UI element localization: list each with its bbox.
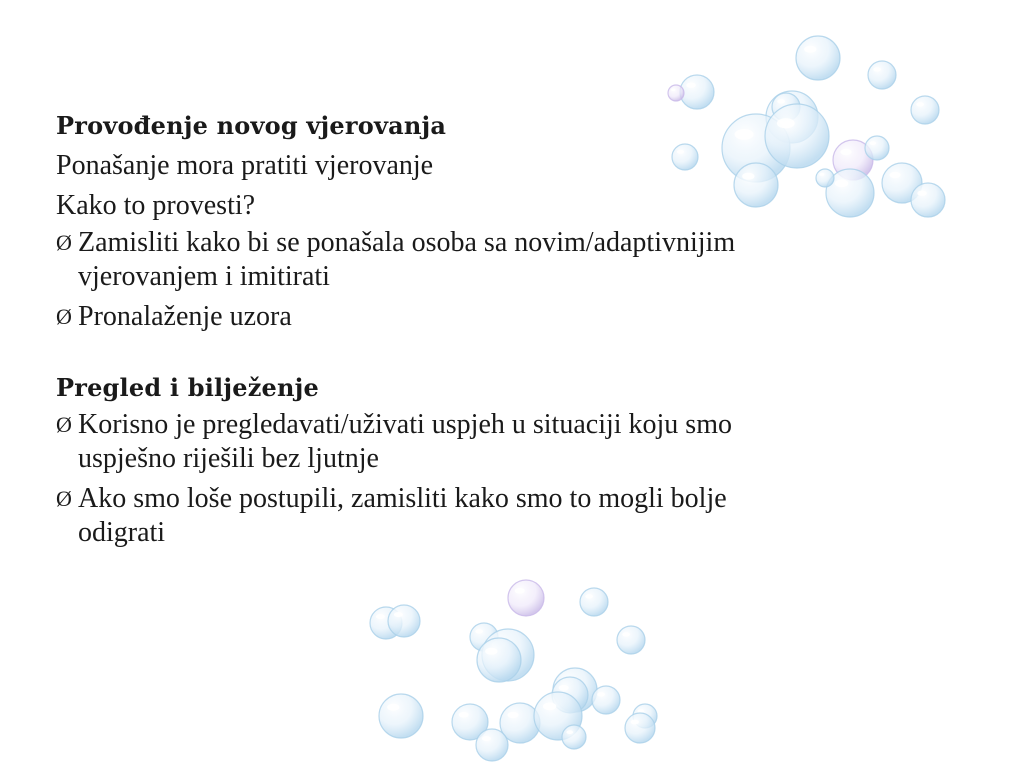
bullet-text: Pronalaženje uzora xyxy=(78,301,292,332)
bubble-highlight xyxy=(459,712,469,718)
section-provodenje xyxy=(56,106,956,334)
bullet-text-continued: odigrati xyxy=(78,517,166,548)
bubble-cluster-bottom xyxy=(370,580,657,761)
bubble-icon xyxy=(370,607,402,639)
bubble-icon xyxy=(592,686,620,714)
section-title: Pregled i bilježenje xyxy=(56,373,320,402)
arrow-bullet-icon: Ø xyxy=(56,412,72,437)
bubble-highlight xyxy=(622,632,630,636)
bubble-icon xyxy=(477,638,521,682)
bubble-highlight xyxy=(543,703,556,711)
bubble-icon xyxy=(668,85,684,101)
bubble-highlight xyxy=(507,712,518,718)
text-line: Ponašanje mora pratiti vjerovanje xyxy=(56,150,434,181)
bubble-icon xyxy=(476,729,508,761)
bubble-highlight xyxy=(387,704,399,711)
bubble-highlight xyxy=(376,614,385,619)
bubble-highlight xyxy=(475,629,483,633)
bubble-highlight xyxy=(631,720,639,725)
bubble-highlight xyxy=(559,685,569,691)
bubble-highlight xyxy=(492,640,507,648)
bubble-icon xyxy=(868,61,896,89)
bullet-text: Ako smo loše postupili, zamisliti kako smo to mogli bolje xyxy=(78,483,727,514)
bubble-highlight xyxy=(686,82,696,87)
bubble-icon xyxy=(482,629,534,681)
bubble-icon xyxy=(617,626,645,654)
bubble-highlight xyxy=(485,648,497,655)
bubble-icon xyxy=(508,580,544,616)
bubble-icon xyxy=(796,36,840,80)
list-item xyxy=(56,300,956,334)
section-pregled xyxy=(56,368,956,550)
bubble-highlight xyxy=(394,612,403,617)
list-item xyxy=(56,408,956,476)
bubble-highlight xyxy=(515,588,525,594)
bubble-icon xyxy=(625,713,655,743)
bubble-icon xyxy=(470,623,498,651)
bubble-icon xyxy=(534,692,582,740)
bubble-icon xyxy=(553,668,597,712)
slide-body xyxy=(56,106,956,556)
bubble-highlight xyxy=(597,692,605,696)
section-title: Provođenje novog vjerovanja xyxy=(56,111,447,140)
arrow-bullet-icon: Ø xyxy=(56,304,72,329)
bubble-highlight xyxy=(777,99,785,103)
bubble-icon xyxy=(580,588,608,616)
list-item xyxy=(56,226,956,294)
bubble-highlight xyxy=(637,709,644,713)
bubble-icon xyxy=(500,703,540,743)
bubble-highlight xyxy=(566,730,573,734)
bubble-highlight xyxy=(561,678,573,685)
bubble-highlight xyxy=(482,736,491,741)
bubble-icon xyxy=(388,605,420,637)
bubble-icon xyxy=(562,725,586,749)
bubble-highlight xyxy=(804,46,816,53)
arrow-bullet-icon: Ø xyxy=(56,486,72,511)
bullet-text-continued: uspješno riješili bez ljutnje xyxy=(78,443,379,474)
arrow-bullet-icon: Ø xyxy=(56,230,72,255)
bubble-highlight xyxy=(585,594,593,598)
bullet-text: Korisno je pregledavati/uživati uspjeh u situaciji koju smo xyxy=(78,409,732,440)
text-line: Kako to provesti? xyxy=(56,190,256,221)
bullet-text-continued: vjerovanjem i imitirati xyxy=(78,261,330,292)
bubble-icon xyxy=(680,75,714,109)
bubble-icon xyxy=(452,704,488,740)
bubble-highlight xyxy=(873,67,881,71)
bubble-icon xyxy=(552,677,588,713)
bubble-icon xyxy=(633,704,657,728)
bubble-icon xyxy=(379,694,423,738)
bullet-text: Zamisliti kako bi se ponašala osoba sa novim/adaptivnijim xyxy=(78,227,736,258)
bubble-highlight xyxy=(671,89,675,92)
list-item xyxy=(56,482,956,550)
